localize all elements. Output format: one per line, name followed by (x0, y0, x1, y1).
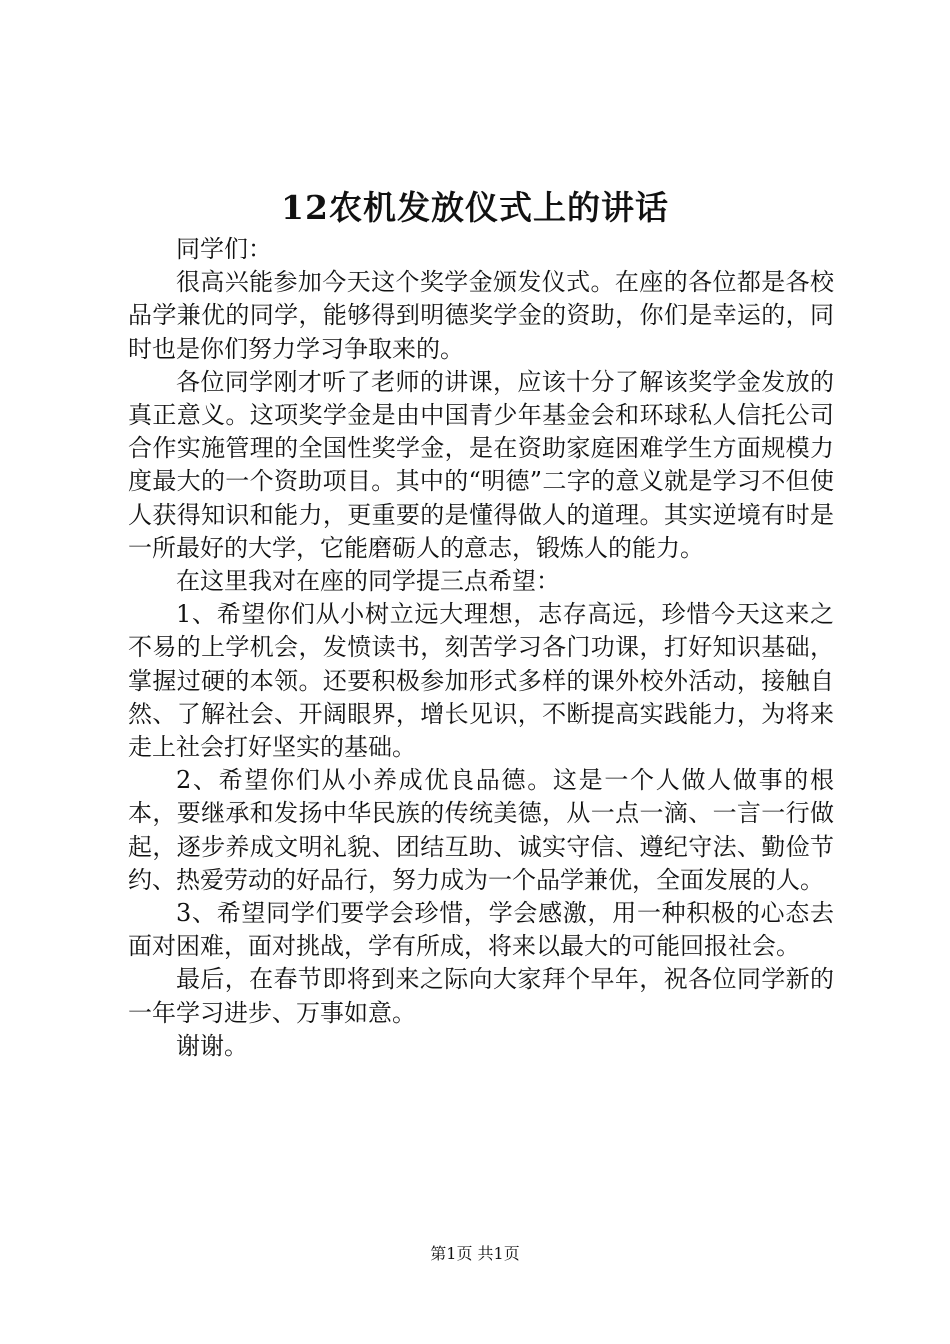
paragraph-meaning: 各位同学刚才听了老师的讲课，应该十分了解该奖学金发放的真正意义。这项奖学金是由中国青少年基金会和环球私人信托公司合作实施管理的全国性奖学金，是在资助家庭困难学生方面规模力度最大的一个资助项目。其中的“明德”二字的意义就是学习不但使人获得知识和能力，更重要的是懂得做人的道理。其实逆境有时是一所最好的大学，它能磨砺人的意志，锻炼人的能力。 (128, 367, 834, 562)
paragraph-hopes-intro: 在这里我对在座的同学提三点希望： (176, 567, 560, 596)
page-footer: 第1页 共1页 (430, 1244, 520, 1263)
document-title: 12农机发放仪式上的讲话 (281, 188, 669, 227)
paragraph-intro: 很高兴能参加今天这个奖学金颁发仪式。在座的各位都是各校品学兼优的同学，能够得到明德奖学金的资助，你们是幸运的，同时也是你们努力学习争取来的。 (128, 268, 834, 363)
paragraph-hope-3: 3、希望同学们要学会珍惜，学会感激，用一种积极的心态去面对困难，面对挑战，学有所成，将来以最大的可能回报社会。 (128, 899, 834, 961)
paragraph-hope-1: 1、希望你们从小树立远大理想，志存高远，珍惜今天这来之不易的上学机会，发愤读书，刻苦学习各门功课，打好知识基础，掌握过硬的本领。还要积极参加形式多样的课外校外活动，接触自然、了解社会、开阔眼界，增长见识，不断提高实践能力，为将来走上社会打好坚实的基础。 (128, 600, 834, 762)
salutation: 同学们： (176, 235, 272, 263)
paragraph-hope-2: 2、希望你们从小养成优良品德。这是一个人做人做事的根本，要继承和发扬中华民族的传统美德，从一点一滴、一言一行做起，逐步养成文明礼貌、团结互助、诚实守信、遵纪守法、勤俭节约、热爱劳动的好品行，努力成为一个品学兼优，全面发展的人。 (128, 766, 834, 894)
paragraph-thanks: 谢谢。 (176, 1031, 248, 1060)
paragraph-closing: 最后，在春节即将到来之际向大家拜个早年，祝各位同学新的一年学习进步、万事如意。 (128, 965, 834, 1027)
document-body (128, 233, 834, 1063)
